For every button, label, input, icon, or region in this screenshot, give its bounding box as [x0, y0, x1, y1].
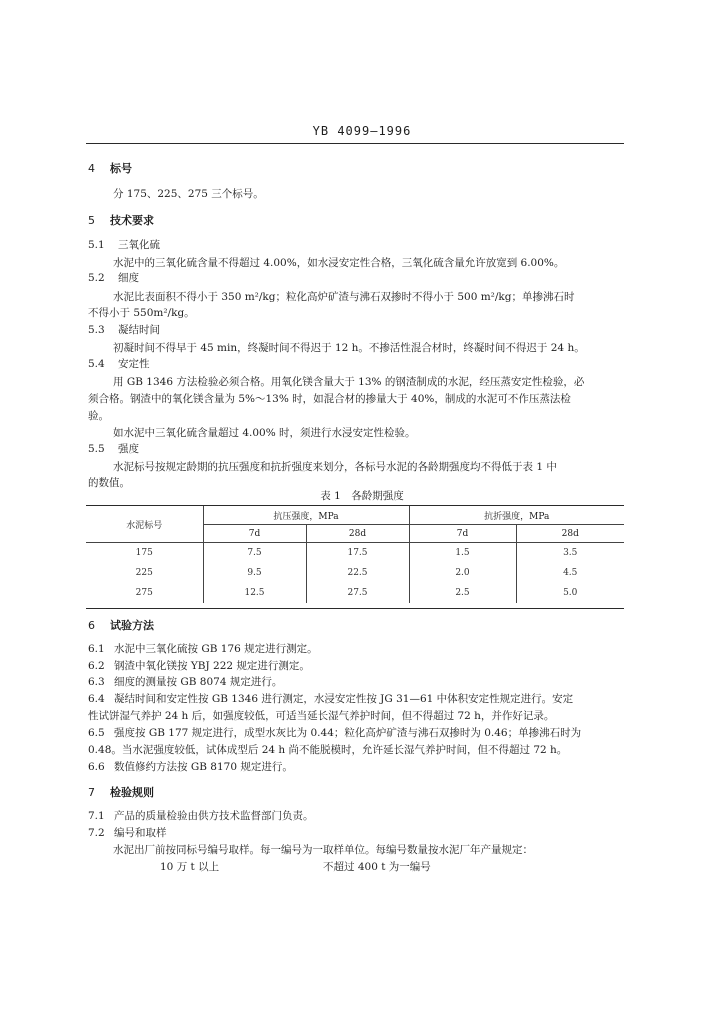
- subsection-title: 安定性: [118, 358, 150, 370]
- item-text: 水泥中三氧化硫按 GB 176 规定进行测定。: [114, 643, 318, 655]
- item-number: 7.2: [88, 827, 105, 839]
- cell-value: 5.0: [563, 588, 578, 598]
- item-6-5-line-1: [88, 725, 581, 740]
- cell-value: 2.5: [409, 583, 516, 603]
- header-age: 7d: [203, 525, 306, 543]
- item-7-1: [88, 808, 314, 823]
- item-number: 6.5: [88, 727, 105, 739]
- item-text: 凝结时间和安定性按 GB 1346 进行测定，水浸安定性按 JG 31—61 中体积安定性规定进行。安定: [114, 693, 574, 705]
- item-number: 6.1: [88, 643, 105, 655]
- item-6-5-line-2: 0.48。当水泥强度较低，试体成型后 24 h 尚不能脱模时，允许延长湿气养护时间，但不得超过 72 h。: [88, 744, 568, 756]
- header-grade: 水泥标号: [86, 506, 203, 543]
- output-range: 10 万 t 以上: [160, 861, 220, 873]
- subsection-title: 凝结时间: [118, 324, 160, 336]
- subsection-5-4-line-2: 须合格。钢渣中的氧化镁含量为 5%～13% 时，如混合材的掺量大于 40%，制成的水泥可不作压蒸法检: [88, 393, 571, 405]
- item-number: 7.1: [88, 810, 105, 822]
- table-row: [86, 543, 624, 564]
- subsection-5-5-line-2: 的数值。: [88, 477, 130, 489]
- section-number: 5: [88, 214, 95, 227]
- item-text: 钢渣中氧化镁按 YBJ 222 规定进行测定。: [114, 660, 310, 672]
- cell-value: 7.5: [203, 543, 306, 564]
- header-age: 7d: [409, 525, 516, 543]
- item-6-3: [88, 674, 282, 689]
- header-flexural: 抗折强度，MPa: [409, 506, 624, 525]
- lot-size: 不超过 400 t 为一编号: [323, 861, 431, 873]
- cell-value: 9.5: [203, 563, 306, 583]
- subsection-5-2-line-1: 水泥比表面积不得小于 350 m²/kg；粒化高炉矿渣与沸石双掺时不得小于 500 m²/kg；单掺沸石时: [113, 291, 575, 303]
- subsection-number: 5.3: [88, 324, 105, 336]
- item-number: 6.4: [88, 693, 105, 705]
- table-row: [86, 563, 624, 583]
- section-7-heading: [88, 784, 154, 800]
- item-text: 细度的测量按 GB 8074 规定进行。: [114, 676, 283, 688]
- cell-value: 27.5: [306, 583, 409, 603]
- subsection-5-1-heading: [88, 237, 160, 252]
- standard-number-header: YB 4099—1996: [312, 124, 412, 138]
- strength-table: [86, 506, 624, 603]
- section-number: 6: [88, 619, 95, 632]
- header-divider: [86, 143, 624, 144]
- cell-value: 12.5: [203, 583, 306, 603]
- cell-grade: 175: [86, 543, 203, 564]
- cell-value: 17.5: [306, 543, 409, 564]
- item-6-2: [88, 658, 310, 673]
- section-title: 检验规则: [110, 786, 154, 799]
- table-row: [86, 583, 624, 603]
- item-number: 6.6: [88, 761, 105, 773]
- subsection-5-3-heading: [88, 322, 160, 337]
- subsection-number: 5.5: [88, 443, 105, 455]
- section-4-text: 分 175、225、275 三个标号。: [113, 188, 264, 200]
- item-6-6: [88, 759, 293, 774]
- header-age: 28d: [516, 525, 624, 543]
- subsection-5-1-text: 水泥中的三氧化硫含量不得超过 4.00%，如水浸安定性合格，三氧化硫含量允许放宽到 6.00%。: [113, 257, 565, 269]
- subsection-5-4-heading: [88, 356, 150, 371]
- subsection-title: 强度: [118, 443, 139, 455]
- subsection-number: 5.4: [88, 358, 105, 370]
- section-5-heading: [88, 212, 154, 228]
- cell-value: 22.5: [306, 563, 409, 583]
- item-text: 产品的质量检验由供方技术监督部门负责。: [114, 810, 314, 822]
- item-7-2-heading: [88, 825, 167, 840]
- cell-value: 1.5: [409, 543, 516, 564]
- cell-value: 3.5: [563, 548, 578, 558]
- section-6-heading: [88, 617, 154, 633]
- subsection-5-5-heading: [88, 441, 139, 456]
- header-age: 28d: [306, 525, 409, 543]
- table-header-row: [86, 506, 624, 525]
- subsection-5-5-line-1: 水泥标号按规定龄期的抗压强度和抗折强度来划分，各标号水泥的各龄期强度均不得低于表 1 中: [113, 461, 557, 473]
- item-text: 强度按 GB 177 规定进行，成型水灰比为 0.44；粒化高炉矿渣与沸石双掺时为 0.46；单掺沸石时为: [114, 727, 582, 739]
- section-number: 7: [88, 786, 95, 799]
- item-number: 6.2: [88, 660, 105, 672]
- item-number: 6.3: [88, 676, 105, 688]
- table-bottom-rule: [86, 608, 624, 609]
- item-6-1: [88, 641, 318, 656]
- item-7-2-text: 水泥出厂前按同标号编号取样。每一编号为一取样单位。每编号数量按水泥厂年产量规定：: [113, 844, 533, 856]
- item-text: 数值修约方法按 GB 8170 规定进行。: [114, 761, 293, 773]
- section-title: 试验方法: [110, 619, 154, 632]
- section-4-heading: [88, 160, 132, 176]
- cell-grade: 275: [86, 583, 203, 603]
- subsection-5-2-heading: [88, 270, 139, 285]
- section-title: 标号: [110, 162, 132, 175]
- subsection-5-4-line-4: 如水泥中三氧化硫含量超过 4.00% 时，须进行水浸安定性检验。: [113, 427, 416, 439]
- subsection-number: 5.2: [88, 272, 105, 284]
- table-caption: 表 1 各龄期强度: [320, 490, 404, 502]
- cell-value: 2.0: [409, 563, 516, 583]
- subsection-title: 细度: [118, 272, 139, 284]
- cell-value: 4.5: [563, 568, 578, 578]
- subsection-5-2-line-2: 不得小于 550m²/kg。: [88, 307, 195, 319]
- subsection-5-3-text: 初凝时间不得早于 45 min，终凝时间不得迟于 12 h。不掺活性混合材时，终凝时间不得迟于 24 h。: [113, 342, 585, 354]
- section-number: 4: [88, 162, 95, 175]
- subsection-title: 三氧化硫: [118, 239, 160, 251]
- item-6-4-line-1: [88, 691, 573, 706]
- section-title: 技术要求: [110, 214, 154, 227]
- subsection-number: 5.1: [88, 239, 105, 251]
- header-compressive: 抗压强度，MPa: [203, 506, 409, 525]
- item-6-4-line-2: 性试饼湿气养护 24 h 后，如强度较低，可适当延长湿气养护时间，但不得超过 72 h，并作好记录。: [88, 710, 555, 722]
- subsection-5-4-line-1: 用 GB 1346 方法检验必须合格。用氧化镁含量大于 13% 的钢渣制成的水泥，经压蒸安定性检验，必: [113, 376, 585, 388]
- subsection-5-4-line-3: 验。: [88, 410, 109, 422]
- cell-grade: 225: [86, 563, 203, 583]
- item-title: 编号和取样: [114, 827, 167, 839]
